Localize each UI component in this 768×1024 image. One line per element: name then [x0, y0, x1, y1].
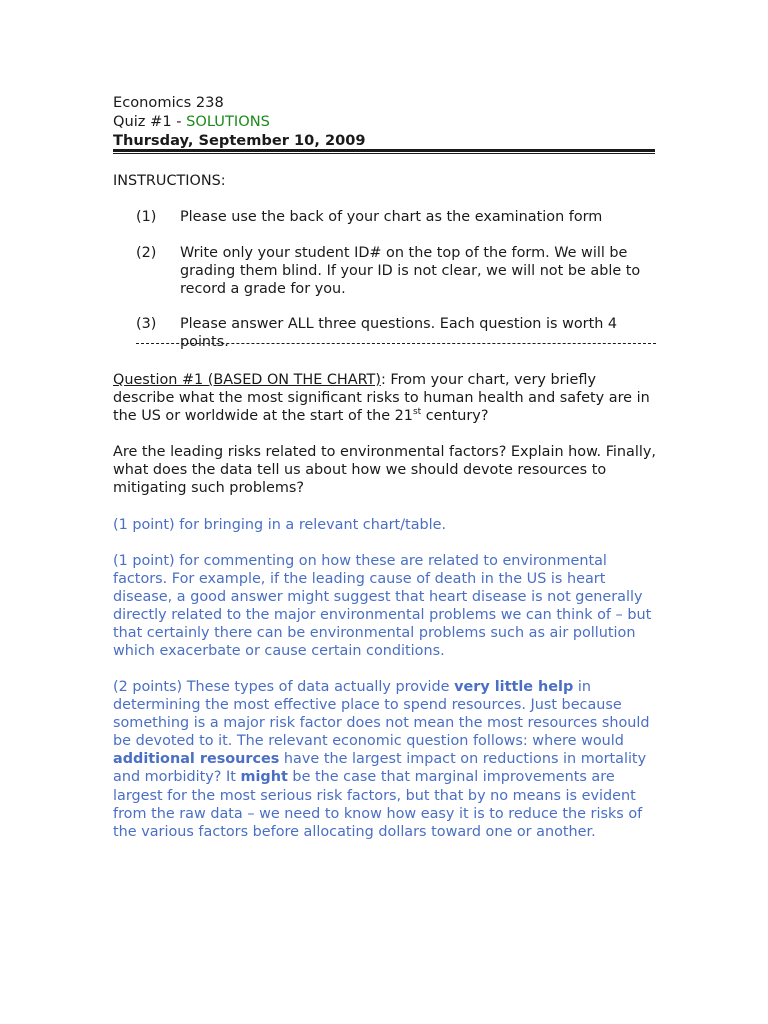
instruction-number: (1)	[136, 209, 157, 225]
instruction-number: (2)	[136, 245, 157, 261]
question-1-text: From your chart, very briefly describe what the most significant risks to human health and safety are in the US or worldwide at the start of the 21	[113, 372, 650, 424]
answer-3-emphasis-1: very little help	[454, 679, 574, 695]
instruction-text: Please use the back of your chart as the examination form	[180, 209, 603, 225]
quiz-title	[113, 112, 366, 131]
dashed-separator	[136, 343, 656, 346]
answer-3-text: (2 points) These types of data actually provide	[113, 679, 455, 695]
document-header	[113, 93, 366, 150]
answer-point-1: (1 point) for bringing in a relevant chart/table.	[113, 517, 447, 533]
answer-3-emphasis-3: might	[240, 769, 288, 786]
answer-point-3	[113, 678, 658, 841]
quiz-date: Thursday, September 10, 2009	[113, 132, 366, 149]
question-1-title: Question #1 (BASED ON THE CHART)	[113, 372, 381, 388]
question-1-text-end: century?	[421, 408, 489, 424]
answer-3-text: be the case that marginal improvements are largest for the most serious risk factors, but that by no means is evident from the raw data – we need to know how easy it is to reduce the risks of the various factors before allocating dollars toward one or another.	[113, 769, 643, 840]
course-title: Economics 238	[113, 94, 224, 111]
instructions-heading: INSTRUCTIONS:	[113, 173, 226, 189]
solutions-label: SOLUTIONS	[186, 113, 270, 130]
instruction-number: (3)	[136, 316, 157, 332]
answer-3-text: have the largest impact on reductions in mortality and morbidity? It	[113, 751, 647, 786]
answer-3-text: in determining the most effective place to spend resources. Just because something is a major risk factor does not mean the most resources should be devoted to it. The relevant economic question follows: where would	[113, 679, 650, 750]
quiz-prefix: Quiz #1 -	[113, 113, 187, 130]
superscript-st: st	[412, 407, 422, 418]
question-1-followup: Are the leading risks related to environmental factors? Explain how. Finally, what does the data tell us about how we should devote resources to mitigating such problems?	[113, 444, 656, 497]
question-1	[113, 371, 653, 425]
question-1-colon: :	[380, 372, 386, 388]
header-rule-thin	[113, 153, 655, 154]
header-rule-thick	[113, 149, 655, 152]
answer-3-emphasis-2: additional resources	[113, 751, 280, 768]
answer-point-2: (1 point) for commenting on how these are related to environmental factors. For example, if the leading cause of death in the US is heart disease, a good answer might suggest that heart disease is not generally directly related to the major environmental problems we can think of – but that certainly there can be environmental problems such as air pollution which exacerbate or cause certain conditions.	[113, 553, 652, 660]
instruction-text: Write only your student ID# on the top of the form. We will be grading them blind. If your ID is not clear, we will not be able to record a grade for you.	[180, 245, 641, 297]
instruction-text: Please answer ALL three questions. Each question is worth 4 points.	[180, 316, 618, 350]
